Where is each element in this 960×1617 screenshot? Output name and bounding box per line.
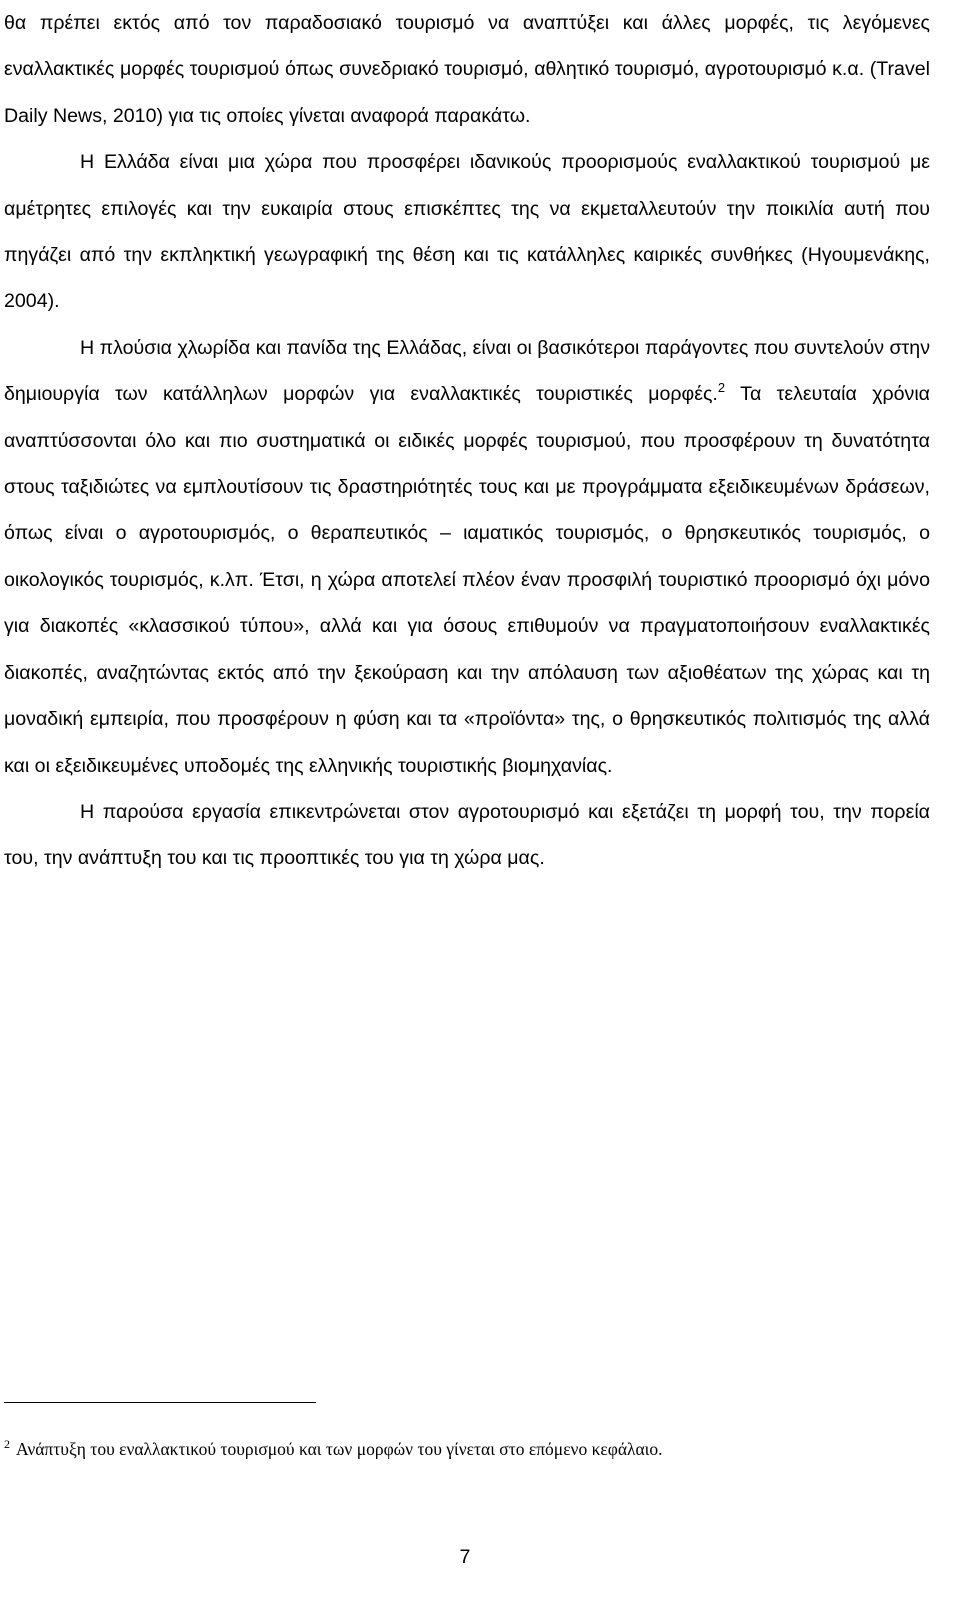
footnote-text: Ανάπτυξη του εναλλακτικού τουρισμού και των μορφών του γίνεται στο επόμενο κεφάλαιο. <box>16 1439 663 1459</box>
footnote-reference[interactable]: 2 <box>717 380 726 396</box>
paragraph-thesis-focus: Η παρούσα εργασία επικεντρώνεται στον αγροτουρισμό και εξετάζει τη μορφή του, την πορεία του, την ανάπτυξη του και τις προοπτικές του για τη χώρα μας. <box>4 800 930 870</box>
footnote <box>4 1437 934 1463</box>
body-text <box>4 0 930 882</box>
page-number: 7 <box>459 1546 471 1568</box>
paragraph-greece-destinations: Η Ελλάδα είναι μια χώρα που προσφέρει ιδανικούς προορισμούς εναλλακτικού τουρισμού με αμέτρητες επιλογές και την ευκαιρία στους επισκέπτες της να εκμεταλλευτούν την ποικιλία αυτή που πηγάζει από την εκπληκτική γεωγραφική της θέση και τις κατάλληλες καιρικές συνθήκες (Ηγουμενάκης, 2004). <box>4 151 930 313</box>
paragraph-continuation: θα πρέπει εκτός από τον παραδοσιακό τουρισμό να αναπτύξει και άλλες μορφές, τις λεγόμενες εναλλακτικές μορφές τουρισμού όπως συνεδριακό τουρισμό, αθλητικό τουρισμό, αγροτουρισμό κ.α. (Travel Daily News, 2010) για τις οποίες γίνεται αναφορά παρακάτω. <box>4 12 930 127</box>
paragraph-flora-fauna <box>4 325 930 789</box>
paragraph-text-before-ref: Η πλούσια χλωρίδα και πανίδα της Ελλάδας, είναι οι βασικότεροι παράγοντες που συντελούν στην δημιουργία των κατάλληλων μορφών για εναλλακτικές τουριστικές μορφές. <box>4 336 930 406</box>
footnote-separator <box>4 1402 316 1403</box>
footnote-number: 2 <box>4 1437 10 1451</box>
paragraph-text-after-ref: Τα τελευταία χρόνια αναπτύσσονται όλο και πιο συστηματικά οι ειδικές μορφές τουρισμού, που προσφέρουν τη δυνατότητα στους ταξιδιώτες να εμπλουτίσουν τις δραστηριότητές τους και με προγράμματα εξειδικευμένων δράσεων, όπως είναι ο αγροτουρισμός, ο θεραπευτικός – ιαματικός τουρισμός, ο θρησκευτικός τουρισμός, ο οικολογικός τουρισμός, κ.λπ. Έτσι, η χώρα αποτελεί πλέον έναν προσφιλή τουριστικό προορισμό όχι μόνο για διακοπές «κλασσικού τύπου», αλλά και για όσους επιθυμούν να πραγματοποιήσουν εναλλακτικές διακοπές, αναζητώντας εκτός από την ξεκούραση και την απόλαυση των αξιοθέατων της χώρας και τη μοναδική εμπειρία, που προσφέρουν η φύση και τα «προϊόντα» της, ο θρησκευτικός πολιτισμός της αλλά και οι εξειδικευμένες υποδομές της ελληνικής τουριστικής βιομηχανίας. <box>4 383 930 777</box>
